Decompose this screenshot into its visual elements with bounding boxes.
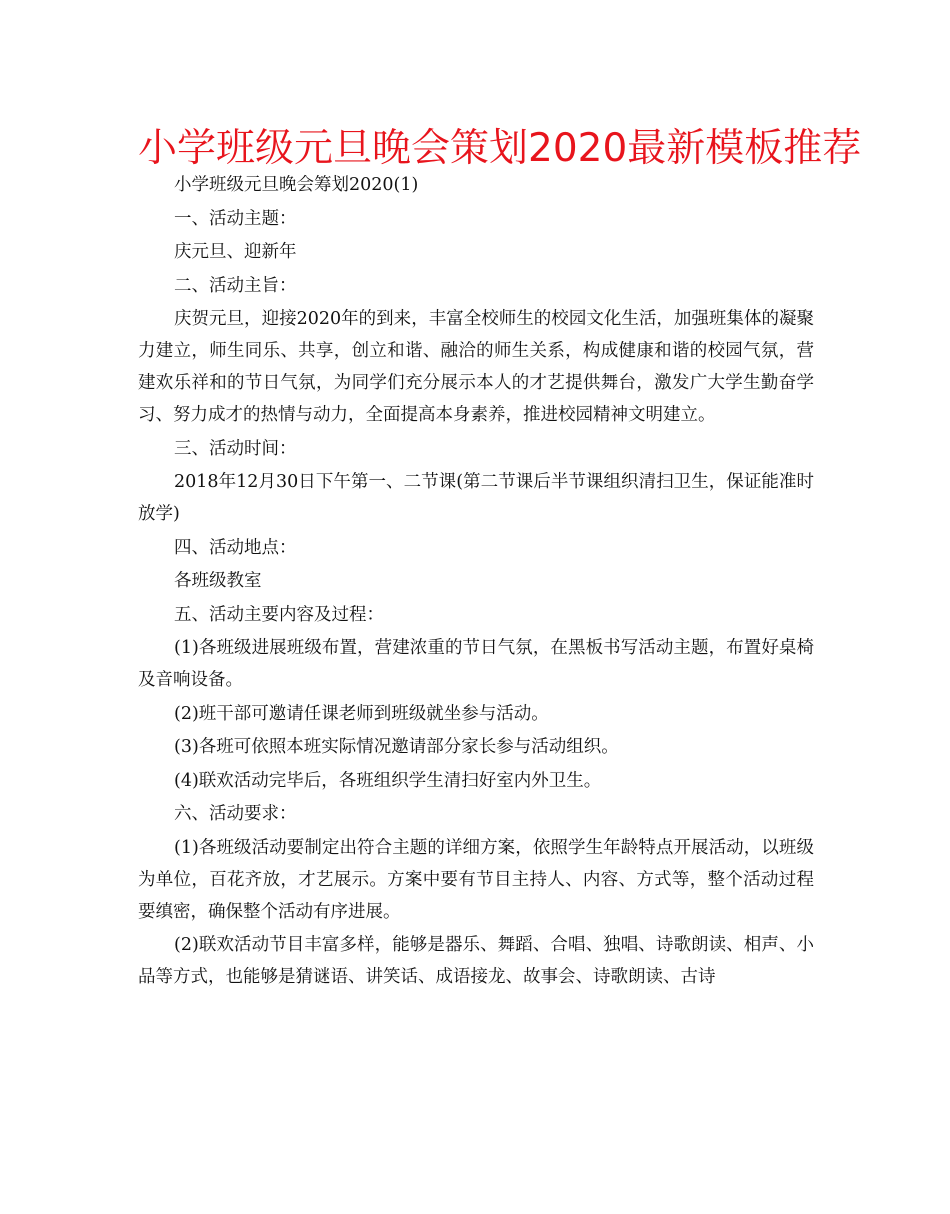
paragraph: (1)各班级进展班级布置，营建浓重的节日气氛，在黑板书写活动主题，布置好桌椅及音响设备。 [138,638,814,690]
paragraph: 2018年12月30日下午第一、二节课(第二节课后半节课组织清扫卫生，保证能准时放学) [138,472,814,524]
document-body [138,169,814,995]
paragraph: 二、活动主旨： [174,275,297,296]
paragraph: (3)各班可依照本班实际情况邀请部分家长参与活动组织。 [174,737,619,757]
paragraph: (2)联欢活动节目丰富多样，能够是器乐、舞蹈、合唱、独唱、诗歌朗读、相声、小品等方式，也能够是猜谜语、讲笑话、成语接龙、故事会、诗歌朗读、古诗 [138,935,814,987]
paragraph: 各班级教室 [174,571,262,591]
document-title: 小学班级元旦晚会策划2020最新模板推荐 [138,126,862,171]
paragraph: 一、活动主题： [174,208,297,229]
paragraph: (2)班干部可邀请任课老师到班级就坐参与活动。 [174,703,549,724]
paragraph: 小学班级元旦晚会筹划2020(1) [174,175,419,195]
paragraph: 六、活动要求： [174,804,297,824]
paragraph: (4)联欢活动完毕后，各班组织学生清扫好室内外卫生。 [174,770,602,791]
paragraph: (1)各班级活动要制定出符合主题的详细方案，依照学生年龄特点开展活动，以班级为单位，百花齐放，才艺展示。方案中要有节目主持人、内容、方式等，整个活动过程要缜密，确保整个活动有序进展。 [138,837,814,922]
paragraph: 庆贺元旦，迎接2020年的到来，丰富全校师生的校园文化生活，加强班集体的凝聚力建立，师生同乐、共享，创立和谐、融洽的师生关系，构成健康和谐的校园气氛，营建欢乐祥和的节日气氛，为同学们充分展示本人的才艺提供舞台，激发广大学生勤奋学习、努力成才的热情与动力，全面提高本身素养，推进校园精神文明建立。 [138,309,814,425]
paragraph: 四、活动地点： [174,537,297,558]
paragraph: 五、活动主要内容及过程： [174,604,384,625]
paragraph: 三、活动时间： [174,438,297,459]
paragraph: 庆元旦、迎新年 [174,242,297,262]
